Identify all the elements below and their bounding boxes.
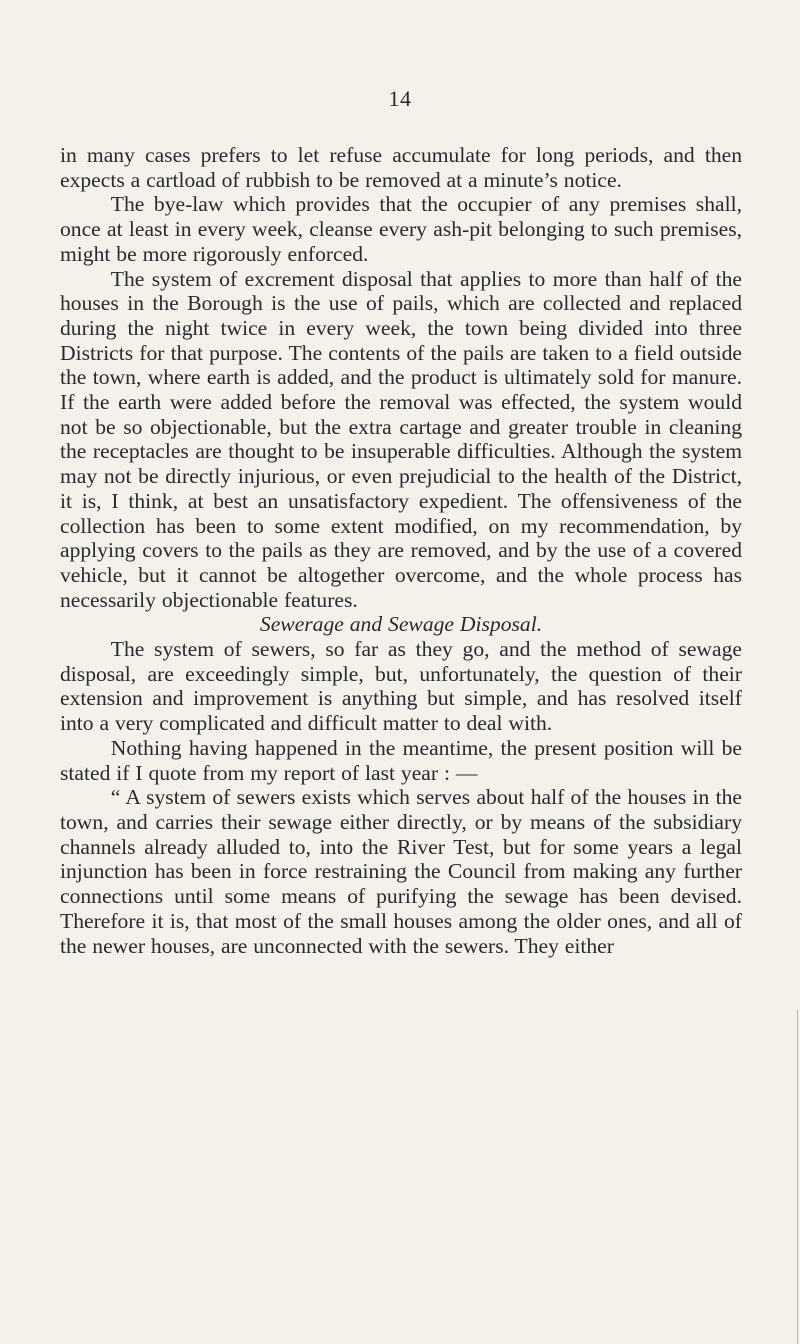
paragraph-2: The bye-law which provides that the occupier of any premises shall, once at least in every week, cleanse every ash-pit belonging to such premises, might be more rigorously enforced. [60,192,742,266]
paragraph-5: Nothing having happened in the meantime, the present position will be stated if I quote from my report of last year : — [60,735,742,785]
paragraph-1: in many cases prefers to let refuse accumulate for long periods, and then expects a cartload of rubbish to be removed at a minute’s notice. [60,143,742,192]
page-number: 14 [388,86,412,111]
paragraph-4: The system of sewers, so far as they go, and the method of sewage disposal, are exceedingly simple, but, unfortunately, the question of their extension and improvement is anything but simple, and has resolved itself into a very complicated and difficult matter to deal with. [60,637,742,736]
section-heading: Sewerage and Sewage Disposal. [259,612,543,637]
paragraph-3: The system of excrement disposal that applies to more than half of the houses in the Borough is the use of pails, which are collected and replaced during the night twice in every week, the town being divided into three Districts for that purpose. The contents of the pails are taken to a field outside the town, where earth is added, and the product is ultimately sold for manure. If the earth were added before the removal was effected, the system would not be so objectionable, but the extra cartage and greater trouble in cleaning the receptacles are thought to be insuperable difficulties. Although the system may not be directly injurious, or even prejudicial to the health of the District, it is, I think, at best an unsatisfactory expedient. The offensiveness of the collection has been to some extent modified, on my recommendation, by applying covers to the pails as they are removed, and by the use of a covered vehicle, but it cannot be altogether overcome, and the whole process has necessarily objectionable features. [60,266,742,612]
paragraph-6: “ A system of sewers exists which serves about half of the houses in the town, and carries their sewage either directly, or by means of the subsidiary channels already alluded to, into the River Test, but for some years a legal injunction has been in force restraining the Council from making any further connections until some means of purifying the sewage has been devised. Therefore it is, that most of the small houses among the older ones, and all of the newer houses, are unconnected with the sewers. They either [60,785,742,958]
page-edge-line [797,1010,798,1344]
body-text [60,143,742,958]
